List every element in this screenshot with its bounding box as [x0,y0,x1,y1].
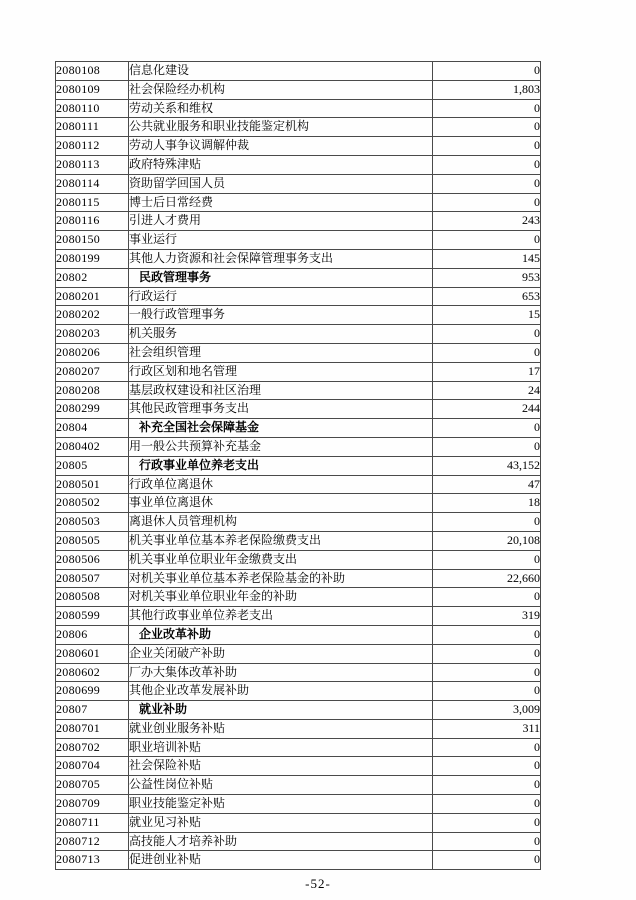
row-code: 2080507 [56,569,129,588]
table-row [56,682,541,701]
row-value: 17 [433,362,541,381]
row-value: 0 [433,62,541,81]
row-name: 就业补助 [129,701,433,720]
row-name: 博士后日常经费 [129,193,433,212]
table-row [56,174,541,193]
table-row [56,475,541,494]
row-code: 2080109 [56,80,129,99]
table-row [56,607,541,626]
row-name: 补充全国社会保障基金 [129,419,433,438]
row-code: 2080114 [56,174,129,193]
row-name: 公共就业服务和职业技能鉴定机构 [129,118,433,137]
row-code: 2080201 [56,287,129,306]
row-value: 0 [433,174,541,193]
row-value: 0 [433,513,541,532]
table-row [56,513,541,532]
table-row [56,212,541,231]
table-row [56,550,541,569]
row-name: 一般行政管理事务 [129,306,433,325]
row-name: 厂办大集体改革补助 [129,663,433,682]
row-value: 0 [433,644,541,663]
table-row [56,813,541,832]
row-value: 24 [433,381,541,400]
row-value: 18 [433,494,541,513]
row-name: 促进创业补贴 [129,851,433,870]
row-value: 0 [433,155,541,174]
row-name: 就业创业服务补贴 [129,719,433,738]
row-value: 319 [433,607,541,626]
table-row [56,569,541,588]
row-name: 行政单位离退休 [129,475,433,494]
row-value: 22,660 [433,569,541,588]
row-value: 953 [433,268,541,287]
table-row [56,400,541,419]
row-name: 事业单位离退休 [129,494,433,513]
row-name: 民政管理事务 [129,268,433,287]
table-row [56,80,541,99]
row-value: 0 [433,625,541,644]
row-code: 2080108 [56,62,129,81]
table-row [56,249,541,268]
table-row [56,663,541,682]
row-name: 引进人才费用 [129,212,433,231]
row-name: 对机关事业单位基本养老保险基金的补助 [129,569,433,588]
row-value: 0 [433,231,541,250]
row-name: 机关事业单位职业年金缴费支出 [129,550,433,569]
row-value: 0 [433,795,541,814]
row-name: 企业改革补助 [129,625,433,644]
table-row [56,832,541,851]
table-row [56,325,541,344]
table-row [56,306,541,325]
row-code: 2080203 [56,325,129,344]
table-row [56,625,541,644]
row-code: 2080113 [56,155,129,174]
row-value: 243 [433,212,541,231]
row-name: 社会保险补贴 [129,757,433,776]
table-row [56,419,541,438]
row-code: 20806 [56,625,129,644]
row-name: 机关事业单位基本养老保险缴费支出 [129,531,433,550]
row-value: 0 [433,738,541,757]
table-row [56,137,541,156]
row-code: 2080506 [56,550,129,569]
row-value: 0 [433,588,541,607]
row-name: 高技能人才培养补助 [129,832,433,851]
table-row [56,99,541,118]
row-name: 基层政权建设和社区治理 [129,381,433,400]
row-value: 311 [433,719,541,738]
row-value: 653 [433,287,541,306]
row-value: 43,152 [433,456,541,475]
row-name: 其他人力资源和社会保障管理事务支出 [129,249,433,268]
row-code: 2080199 [56,249,129,268]
row-name: 劳动人事争议调解仲裁 [129,137,433,156]
row-value: 0 [433,437,541,456]
table-row [56,62,541,81]
table-row [56,738,541,757]
row-name: 社会保险经办机构 [129,80,433,99]
row-code: 2080501 [56,475,129,494]
row-code: 20807 [56,701,129,720]
row-code: 2080116 [56,212,129,231]
table-row [56,381,541,400]
row-code: 2080299 [56,400,129,419]
table-row [56,231,541,250]
row-code: 2080709 [56,795,129,814]
row-code: 2080705 [56,776,129,795]
row-code: 2080503 [56,513,129,532]
row-code: 2080208 [56,381,129,400]
row-code: 2080115 [56,193,129,212]
row-code: 2080601 [56,644,129,663]
row-value: 20,108 [433,531,541,550]
row-code: 2080505 [56,531,129,550]
table-row [56,155,541,174]
row-code: 2080711 [56,813,129,832]
row-value: 0 [433,99,541,118]
row-code: 2080602 [56,663,129,682]
row-code: 2080502 [56,494,129,513]
row-code: 2080402 [56,437,129,456]
row-code: 20805 [56,456,129,475]
table-row [56,776,541,795]
row-value: 0 [433,663,541,682]
row-value: 0 [433,137,541,156]
row-code: 20804 [56,419,129,438]
row-value: 0 [433,550,541,569]
row-name: 信息化建设 [129,62,433,81]
row-name: 社会组织管理 [129,343,433,362]
row-code: 2080508 [56,588,129,607]
row-value: 0 [433,118,541,137]
row-name: 职业技能鉴定补贴 [129,795,433,814]
row-name: 政府特殊津贴 [129,155,433,174]
row-name: 就业见习补贴 [129,813,433,832]
row-name: 行政区划和地名管理 [129,362,433,381]
table-row [56,701,541,720]
row-code: 2080712 [56,832,129,851]
table-row [56,362,541,381]
table-row [56,343,541,362]
row-name: 事业运行 [129,231,433,250]
row-code: 2080713 [56,851,129,870]
row-name: 公益性岗位补贴 [129,776,433,795]
row-name: 行政运行 [129,287,433,306]
row-name: 其他行政事业单位养老支出 [129,607,433,626]
row-value: 0 [433,832,541,851]
row-name: 离退休人员管理机构 [129,513,433,532]
row-code: 2080112 [56,137,129,156]
row-name: 其他民政管理事务支出 [129,400,433,419]
row-value: 1,803 [433,80,541,99]
table-row [56,456,541,475]
row-value: 15 [433,306,541,325]
table-row [56,193,541,212]
table-row [56,795,541,814]
row-name: 对机关事业单位职业年金的补助 [129,588,433,607]
table-row [56,644,541,663]
row-code: 2080704 [56,757,129,776]
row-name: 职业培训补贴 [129,738,433,757]
row-value: 145 [433,249,541,268]
row-code: 2080702 [56,738,129,757]
table-row [56,287,541,306]
budget-table-body [56,62,541,870]
row-code: 2080206 [56,343,129,362]
row-value: 0 [433,682,541,701]
row-value: 3,009 [433,701,541,720]
table-row [56,719,541,738]
table-row [56,494,541,513]
row-code: 2080202 [56,306,129,325]
table-row [56,588,541,607]
row-code: 2080599 [56,607,129,626]
row-code: 2080699 [56,682,129,701]
table-row [56,437,541,456]
table-row [56,268,541,287]
budget-table [55,61,541,870]
page-number: -52- [305,876,331,891]
row-name: 企业关闭破产补助 [129,644,433,663]
row-value: 0 [433,776,541,795]
row-value: 0 [433,193,541,212]
table-row [56,531,541,550]
row-code: 2080150 [56,231,129,250]
table-row [56,851,541,870]
table-row [56,118,541,137]
row-value: 244 [433,400,541,419]
row-value: 0 [433,343,541,362]
row-code: 2080111 [56,118,129,137]
row-code: 2080207 [56,362,129,381]
row-value: 0 [433,757,541,776]
row-name: 用一般公共预算补充基金 [129,437,433,456]
row-value: 0 [433,851,541,870]
row-value: 0 [433,325,541,344]
row-code: 20802 [56,268,129,287]
row-code: 2080110 [56,99,129,118]
row-code: 2080701 [56,719,129,738]
row-name: 行政事业单位养老支出 [129,456,433,475]
row-name: 机关服务 [129,325,433,344]
row-value: 0 [433,419,541,438]
row-value: 47 [433,475,541,494]
row-name: 资助留学回国人员 [129,174,433,193]
row-value: 0 [433,813,541,832]
row-name: 劳动关系和维权 [129,99,433,118]
table-row [56,757,541,776]
row-name: 其他企业改革发展补助 [129,682,433,701]
